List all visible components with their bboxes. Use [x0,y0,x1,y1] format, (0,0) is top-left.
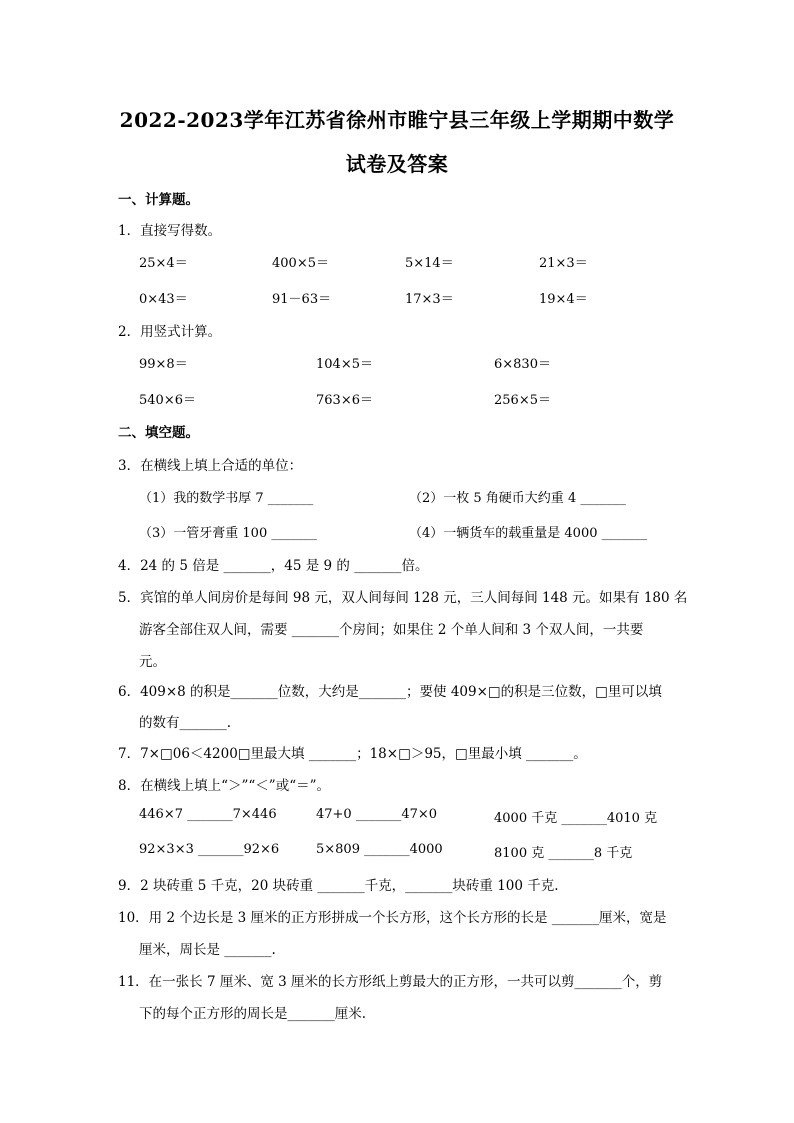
question-10-line-1: 10．用 2 个边长是 3 厘米的正方形拼成一个长方形，这个长方形的长是 _______厘米，宽是 [118,910,667,926]
q3-item: （1）我的数学书厚 7 _______ [139,491,314,506]
section-heading-fill-in: 二、填空题。 [118,425,199,441]
q8-item: 92×3×3 _______92×6 [139,842,280,857]
q2-item: 763×6＝ [316,393,373,408]
question-7: 7．7×□06＜4200□里最大填 _______；18×□＞95，□里最小填 _______。 [118,746,587,762]
q8-item: 47+0 _______47×0 [316,807,438,822]
q1-item: 17×3＝ [405,292,454,307]
q1-item: 19×4＝ [539,292,588,307]
q1-item: 25×4＝ [139,256,188,271]
question-8: 8．在横线上填上“＞”“＜”或“＝”。 [118,778,330,794]
q3-item: （2）一枚 5 角硬币大约重 4 _______ [409,491,626,506]
question-3: 3．在横线上填上合适的单位： [118,458,303,474]
q8-item: 5×809 _______4000 [316,842,443,857]
q2-item: 99×8＝ [139,357,188,372]
page-title-continued: 试卷及答案 [345,152,449,176]
q2-item: 6×830＝ [494,357,551,372]
question-6-line-1: 6．409×8 的积是_______位数，大约是_______；要使 409×□的积是三位数，□里可以填 [118,684,662,700]
page-title: 2022-2023学年江苏省徐州市睢宁县三年级上学期期中数学 [119,108,675,132]
question-11-line-1: 11．在一张长 7 厘米、宽 3 厘米的长方形纸上剪最大的正方形，一共可以剪_______个，剪 [118,974,663,990]
question-9: 9．2 块砖重 5 千克，20 块砖重 _______千克，_______块砖重 100 千克. [118,878,559,894]
question-10-line-2: 厘米，周长是 _______. [139,942,276,958]
q1-item: 5×14＝ [405,256,454,271]
question-2: 2．用竖式计算。 [118,324,222,340]
section-heading-calculation: 一、计算题。 [118,192,199,208]
question-5-line-3: 元。 [139,654,166,670]
question-11-line-2: 下的每个正方形的周长是_______厘米. [139,1006,367,1022]
question-5-line-2: 游客全部住双人间，需要 _______个房间；如果住 2 个单人间和 3 个双人间，一共要 [139,622,644,638]
question-6-line-2: 的数有_______. [139,715,232,731]
q1-item: 21×3＝ [539,256,588,271]
q3-item: （4）一辆货车的载重量是 4000 _______ [409,526,648,541]
q8-item: 8100 克 _______8 千克 [494,846,633,861]
q2-item: 256×5＝ [494,393,551,408]
q1-item: 400×5＝ [272,256,329,271]
question-5-line-1: 5．宾馆的单人间房价是每间 98 元，双人间每间 128 元，三人间每间 148 元。如果有 180 名 [118,590,688,606]
q8-item: 446×7 _______7×446 [139,807,277,822]
question-1: 1．直接写得数。 [118,223,222,239]
q1-item: 91－63＝ [272,292,332,307]
question-4: 4．24 的 5 倍是 _______，45 是 9 的 _______倍。 [118,558,429,574]
q2-item: 104×5＝ [316,357,373,372]
q1-item: 0×43＝ [139,292,188,307]
q2-item: 540×6＝ [139,393,196,408]
q8-item: 4000 千克 _______4010 克 [494,811,658,826]
q3-item: （3）一管牙膏重 100 _______ [139,526,317,541]
